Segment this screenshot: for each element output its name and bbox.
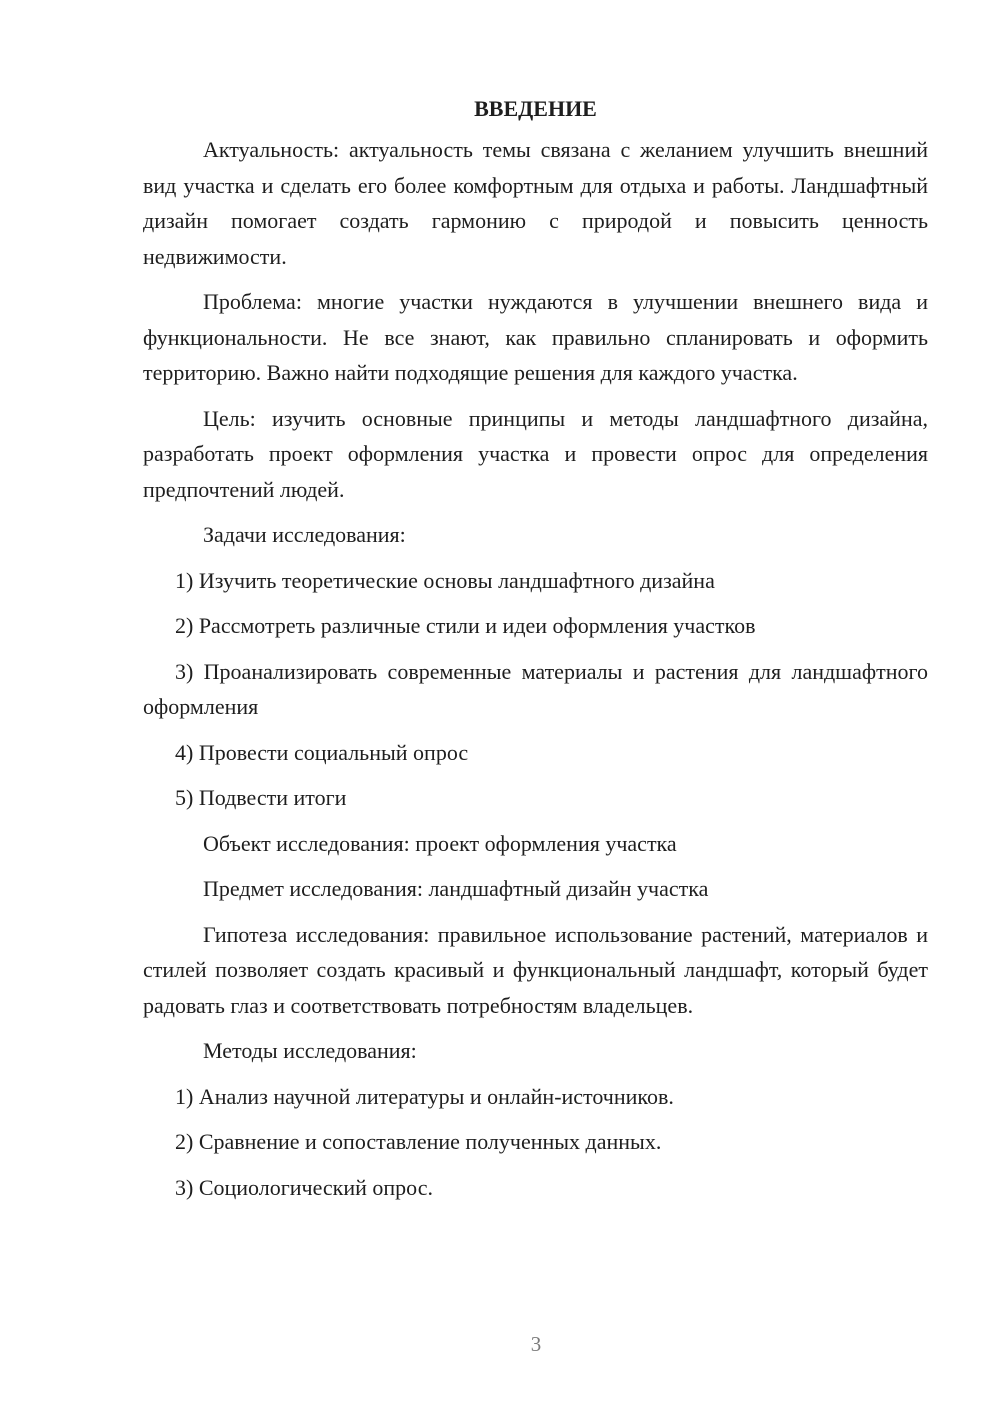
task-item: 5) Подвести итоги [175,785,347,810]
hypothesis-paragraph: Гипотеза исследования: правильное использование растений, материалов и стилей позволяет создать красивый и функциональный ландшафт, который будет радовать глаз и соответствовать потребностям владельцев. [143,921,928,1018]
page-title: ВВЕДЕНИЕ [474,96,597,121]
page-content [143,92,928,1215]
page-number: 3 [530,1332,542,1356]
goal-paragraph: Цель: изучить основные принципы и методы ландшафтного дизайна, разработать проект оформления участка и провести опрос для определения предпочтений людей. [143,405,928,502]
research-subject: Предмет исследования: ландшафтный дизайн участка [203,876,709,901]
task-item: 4) Провести социальный опрос [175,739,469,765]
method-item: 3) Социологический опрос. [175,1174,433,1200]
task-item: 1) Изучить теоретические основы ландшафтного дизайна [175,567,715,593]
methods-heading: Методы исследования: [203,1038,417,1063]
task-item: 2) Рассмотреть различные стили и идеи оформления участков [175,613,756,638]
method-item: 2) Сравнение и сопоставление полученных данных. [175,1129,662,1154]
task-item: 3) Проанализировать современные материалы и растения для ландшафтного оформления [143,658,928,719]
method-item: 1) Анализ научной литературы и онлайн-источников. [175,1083,674,1109]
problem-paragraph: Проблема: многие участки нуждаются в улучшении внешнего вида и функциональности. Не все знают, как правильно спланировать и оформить территорию. Важно найти подходящие решения для каждого участка. [143,289,928,385]
tasks-heading: Задачи исследования: [203,522,406,547]
research-object: Объект исследования: проект оформления участка [203,830,677,856]
relevance-paragraph: Актуальность: актуальность темы связана с желанием улучшить внешний вид участка и сделать его более комфортным для отдыха и работы. Ландшафтный дизайн помогает создать гармонию с природой и повысить ценность недвижимости. [143,137,928,269]
